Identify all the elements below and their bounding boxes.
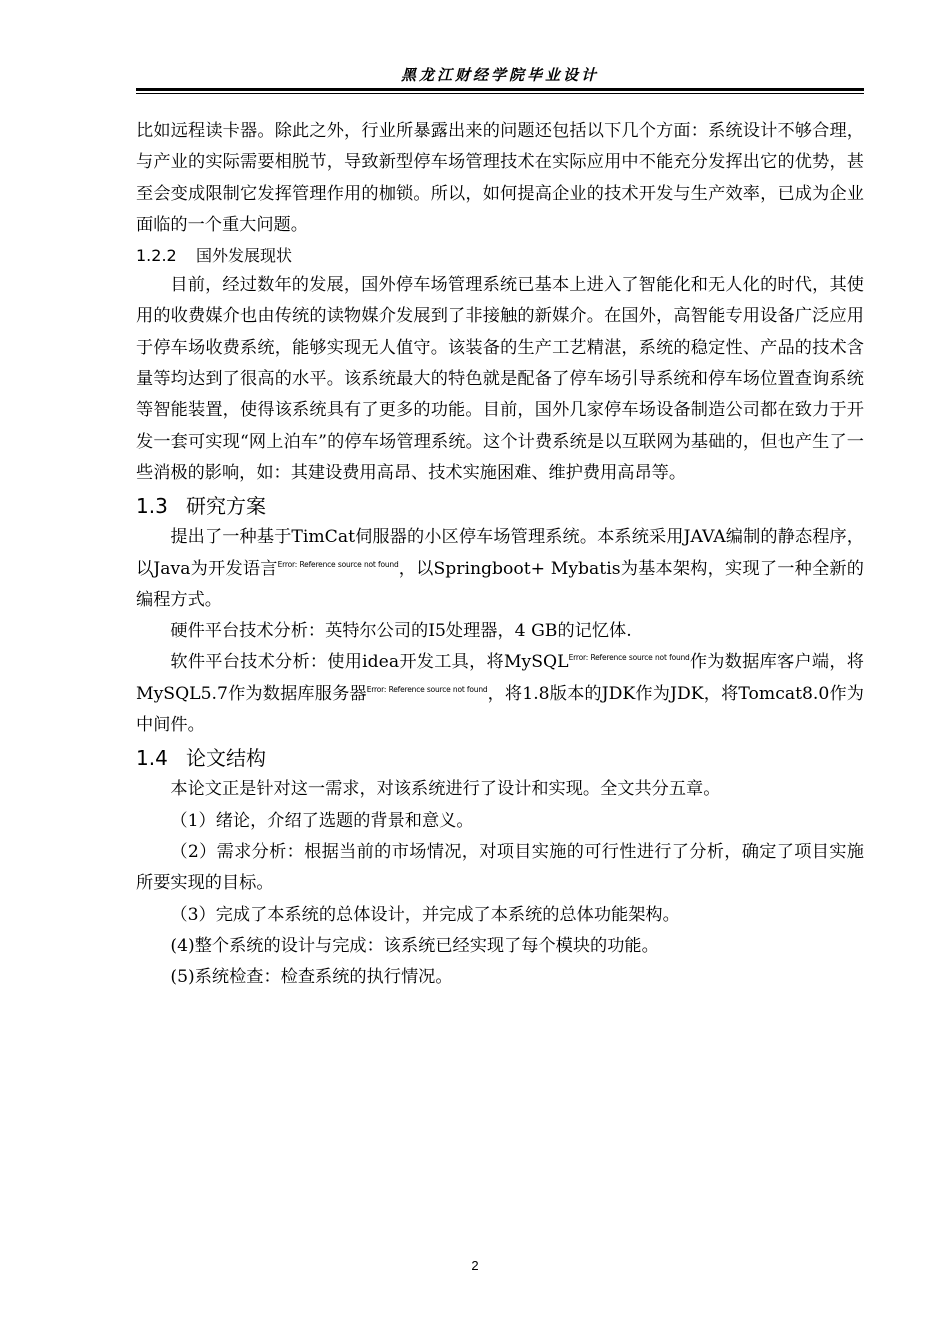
paragraph-thesis-structure: 本论文正是针对这一需求，对该系统进行了设计和实现。全文共分五章。 [170,779,721,800]
reference-error: Error: Reference source not found [568,653,690,663]
section-number: 1.3 [136,494,168,519]
list-item: (4)整个系统的设计与完成：该系统已经实现了每个模块的功能。 [170,935,659,956]
paragraph-research-plan [136,522,864,616]
section-title: 论文结构 [186,746,266,771]
page-number: 2 [471,1258,479,1273]
paragraph-continued: 比如远程读卡器。除此之外，行业所暴露出来的问题还包括以下几个方面：系统设计不够合理，与产业的实际需要相脱节，导致新型停车场管理技术在实际应用中不能充分发挥出它的优势，甚至会变成限制它发挥管理作用的枷锁。所以，如何提高企业的技术开发与生产效率，已成为企业面临的一个重大问题。 [136,121,864,235]
section-number: 1.2.2 [136,246,177,266]
list-item: (5)系统检查：检查系统的执行情况。 [170,967,453,988]
header-rule-thin [136,93,864,94]
section-heading-1-4 [136,743,864,774]
section-title: 研究方案 [186,494,266,519]
page-body [136,116,864,993]
paragraph-foreign-development: 目前，经过数年的发展，国外停车场管理系统已基本上进入了智能化和无人化的时代，其使用的收费媒介也由传统的读物媒介发展到了非接触的新媒介。在国外，高智能专用设备广泛应用于停车场收费系统，能够实现无人值守。该装备的生产工艺精湛，系统的稳定性、产品的技术含量等均达到了很高的水平。该系统最大的特色就是配备了停车场引导系统和停车场位置查询系统等智能装置，使得该系统具有了更多的功能。目前，国外几家停车场设备制造公司都在致力于开发一套可实现“网上泊车”的停车场管理系统。这个计费系统是以互联网为基础的，但也产生了一些消极的影响，如：其建设费用高昂、技术实施困难、维护费用高昂等。 [136,275,864,483]
header-rule-thick [136,88,864,91]
section-heading-1-3 [136,491,864,522]
text-run: 作为数据库客户端，将MySQL5.7作为数据库服务器 [136,652,864,704]
running-header: 黑龙江财经学院毕业设计 [400,66,599,84]
section-title: 国外发展现状 [196,246,293,266]
paragraph-software [136,647,864,741]
text-run: ，以Springboot+ Mybatis为基本架构，实现了一种全新的编程方式。 [136,558,864,610]
text-run: 软件平台技术分析：使用idea开发工具，将MySQL [170,652,569,673]
reference-error: Error: Reference source not found [277,559,399,569]
reference-error: Error: Reference source not found [366,684,488,694]
list-item: （2）需求分析：根据当前的市场情况，对项目实施的可行性进行了分析，确定了项目实施所要实现的目标。 [136,841,864,894]
list-item: （1）绪论，介绍了选题的背景和意义。 [170,810,474,831]
list-item: （3）完成了本系统的总体设计，并完成了本系统的总体功能架构。 [170,904,680,925]
text-run: ，将1.8版本的JDK作为JDK，将Tomcat8.0作为中间件。 [136,683,864,736]
paragraph-hardware: 硬件平台技术分析：英特尔公司的I5处理器，4 GB的记忆体. [170,621,632,642]
section-heading-1-2-2 [136,241,864,270]
section-number: 1.4 [136,746,168,771]
text-run: 提出了一种基于TimCat伺服器的小区停车场管理系统。本系统采用JAVA编制的静态程序，以Java为开发语言 [136,527,864,579]
